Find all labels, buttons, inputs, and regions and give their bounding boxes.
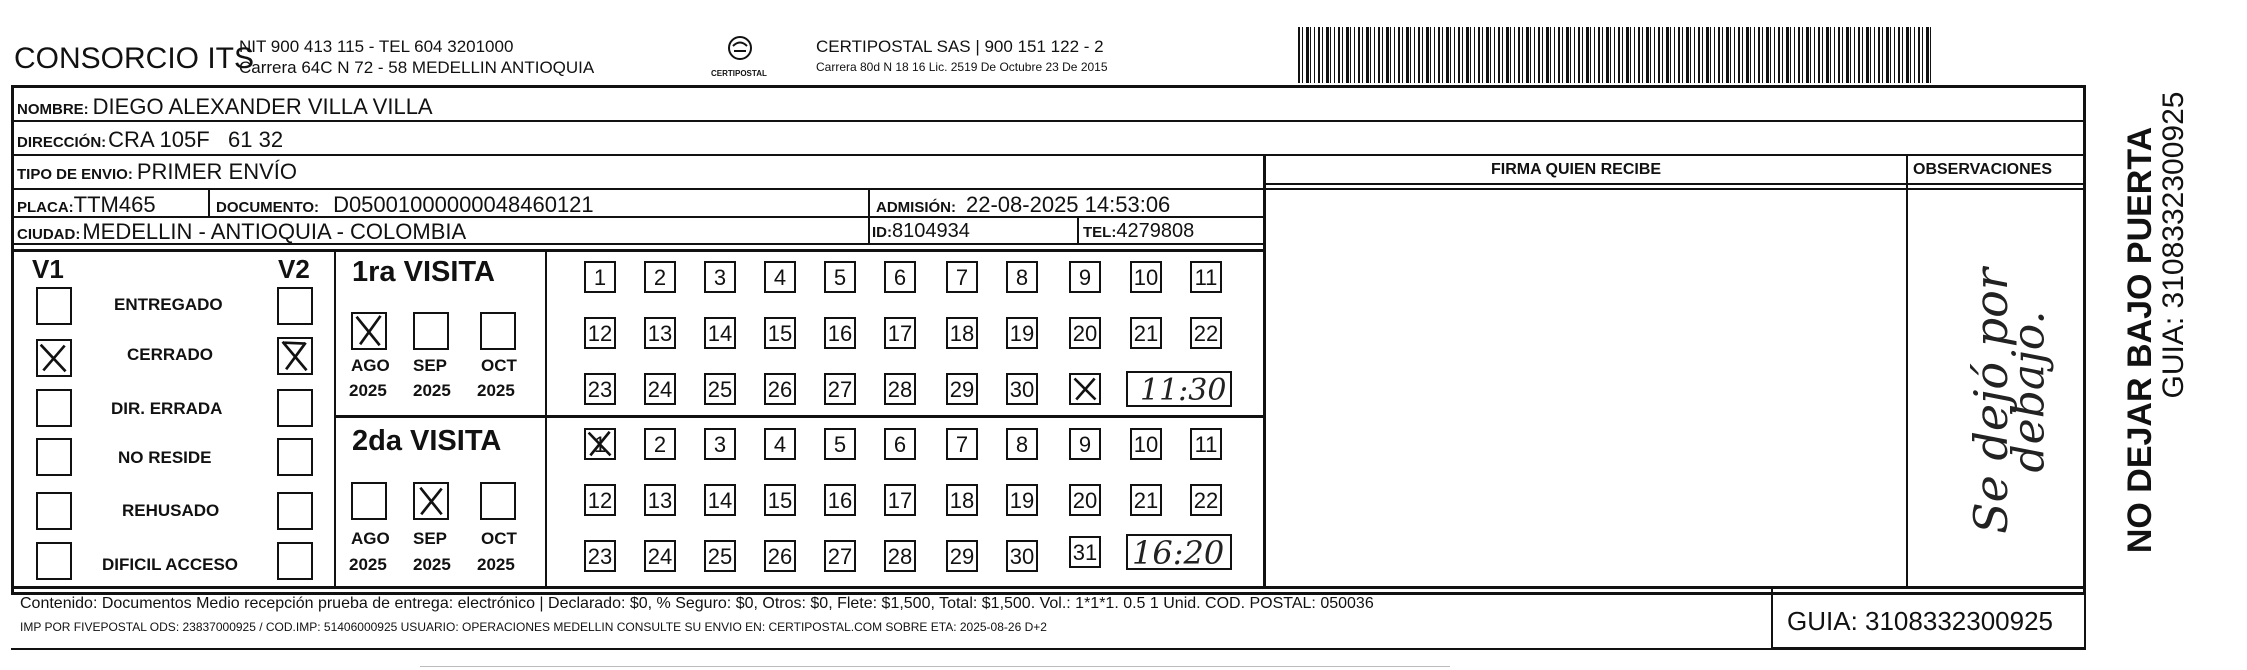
v2-rehusado-checkbox[interactable] xyxy=(277,492,313,530)
visita2-day-box[interactable] xyxy=(824,540,856,572)
visita2-day-number: 21 xyxy=(1133,488,1159,513)
visita1-day-box[interactable] xyxy=(1069,261,1101,293)
admision-value: 22-08-2025 14:53:06 xyxy=(966,192,1171,217)
v1-dificil-checkbox[interactable] xyxy=(36,542,72,580)
visita1-day-number: 28 xyxy=(887,377,913,402)
visita1-day-number: 8 xyxy=(1015,265,1029,290)
visita2-day-box[interactable] xyxy=(1190,428,1222,460)
visita1-sep: SEP xyxy=(413,356,448,375)
visita1-day-number: 19 xyxy=(1009,321,1035,346)
visita2-day-box[interactable] xyxy=(584,540,616,572)
visita2-day-number: 8 xyxy=(1015,432,1029,457)
footer-contenido: Contenido: Documentos Medio recepción prueba de entrega: electrónico | Declarado: $0, % Seguro: $0, Otros: $0, Flete: $1,500, Total: $1,500. Vol.: 1*1*1. 0.5 1 Unid. COD. POSTAL: 050036 xyxy=(20,595,1374,612)
visita2-day-number: 13 xyxy=(647,488,673,513)
visita2-day-number: 10 xyxy=(1133,432,1159,457)
visita1-day-box[interactable] xyxy=(824,373,856,405)
tel-row xyxy=(1083,221,1194,241)
visita2-day-31-box[interactable] xyxy=(1069,536,1101,568)
direccion-value: CRA 105F 61 32 xyxy=(108,127,284,152)
visita1-day-number: 13 xyxy=(647,321,673,346)
visita1-day-number: 27 xyxy=(827,377,853,402)
visita1-oct: OCT xyxy=(481,356,517,375)
observaciones-header: OBSERVACIONES xyxy=(1913,161,2052,178)
visita2-day-box[interactable] xyxy=(764,540,796,572)
visita2-day-box[interactable] xyxy=(1069,428,1101,460)
visita1-day-number: 11 xyxy=(1194,265,1218,290)
visita1-day-box[interactable] xyxy=(1130,261,1162,293)
visita2-day-number: 4 xyxy=(773,432,787,457)
firma-header: FIRMA QUIEN RECIBE xyxy=(1491,161,1662,178)
visita1-day-number: 14 xyxy=(707,321,733,346)
tipo-label: TIPO DE ENVIO: xyxy=(17,166,133,183)
direccion-row xyxy=(17,129,283,151)
visita2-day-number: 24 xyxy=(647,544,673,569)
visita1-day-box[interactable] xyxy=(884,317,916,349)
visita2-oct: OCT xyxy=(481,529,517,548)
x-mark-icon xyxy=(353,314,385,348)
visita1-day-number: 29 xyxy=(949,377,975,402)
visita1-day-number: 10 xyxy=(1133,265,1159,290)
visita1-day-box[interactable] xyxy=(884,261,916,293)
visita1-day-box[interactable] xyxy=(764,261,796,293)
visita1-day-box[interactable] xyxy=(824,261,856,293)
visita2-day-box[interactable] xyxy=(824,484,856,516)
visita1-day-number: 6 xyxy=(893,265,907,290)
documento-value: D05001000000048460121 xyxy=(333,192,594,217)
v1-cerrado-checkbox[interactable] xyxy=(36,339,72,377)
visita2-day-box[interactable] xyxy=(946,428,978,460)
visita1-day-number: 22 xyxy=(1193,321,1219,346)
observaciones-area xyxy=(1912,194,2082,584)
courier-name: CERTIPOSTAL SAS | 900 151 122 - 2 xyxy=(816,37,1104,56)
visita1-day-box[interactable] xyxy=(884,373,916,405)
status-no-reside: NO RESIDE xyxy=(118,448,212,467)
visita2-day-box[interactable] xyxy=(1130,428,1162,460)
visita2-day-box[interactable] xyxy=(704,428,736,460)
visita1-day-box[interactable] xyxy=(704,261,736,293)
visita1-oct-box[interactable] xyxy=(480,312,516,350)
ciudad-value: MEDELLIN - ANTIOQUIA - COLOMBIA xyxy=(82,219,467,244)
visita1-oct-year: 2025 xyxy=(477,381,515,400)
company-address: Carrera 64C N 72 - 58 MEDELLIN ANTIOQUIA xyxy=(239,58,595,77)
visita2-day-box[interactable] xyxy=(1006,540,1038,572)
side-guia: GUIA: 3108332300925 xyxy=(2157,91,2190,399)
visita2-day-number: 6 xyxy=(893,432,907,457)
side-strip xyxy=(2098,85,2190,595)
visita2-day-box[interactable] xyxy=(584,428,616,460)
visita1-time: 11:30 xyxy=(1140,373,1227,408)
visita1-day-number: 3 xyxy=(713,265,727,290)
visita2-day-box[interactable] xyxy=(884,428,916,460)
v1-label: V1 xyxy=(32,254,64,284)
status-dir-errada: DIR. ERRADA xyxy=(111,399,223,418)
visita2-ago-box[interactable] xyxy=(351,482,387,520)
v1-rehusado-checkbox[interactable] xyxy=(36,492,72,530)
visita2-day-box[interactable] xyxy=(1130,484,1162,516)
visita1-day-number: 9 xyxy=(1078,265,1092,290)
visita2-time-box[interactable] xyxy=(1126,534,1232,570)
visita1-day-box[interactable] xyxy=(764,317,796,349)
placa-row xyxy=(17,194,156,216)
visita1-day-box[interactable] xyxy=(1190,317,1222,349)
visita2-day-31: 31 xyxy=(1072,540,1098,565)
id-row xyxy=(872,221,970,241)
x-mark-icon xyxy=(415,484,447,518)
visita1-day-box[interactable] xyxy=(1006,373,1038,405)
status-dificil-acceso: DIFICIL ACCESO xyxy=(102,555,239,574)
visita1-day-box[interactable] xyxy=(644,317,676,349)
visita1-day-box[interactable] xyxy=(644,373,676,405)
visita2-day-number: 20 xyxy=(1072,488,1098,513)
visita1-day-box[interactable] xyxy=(584,373,616,405)
status-cerrado: CERRADO xyxy=(127,345,213,364)
visita2-day-number: 1 xyxy=(593,432,607,457)
x-mark-icon xyxy=(586,430,614,458)
tipo-row xyxy=(17,161,297,183)
visita1-day-box[interactable] xyxy=(704,373,736,405)
visita1-day-number: 23 xyxy=(587,377,613,402)
visita2-day-box[interactable] xyxy=(644,428,676,460)
visita2-day-number: 16 xyxy=(827,488,853,513)
visita1-title: 1ra VISITA xyxy=(352,256,495,288)
certipostal-logo xyxy=(705,33,775,83)
visita2-day-number: 29 xyxy=(949,544,975,569)
v2-entregado-checkbox[interactable] xyxy=(277,287,313,325)
visita2-day-number: 7 xyxy=(955,432,969,457)
visita2-day-number: 12 xyxy=(587,488,613,513)
visita2-day-number: 23 xyxy=(587,544,613,569)
visita1-day-number: 15 xyxy=(767,321,793,346)
id-value: 8104934 xyxy=(892,220,970,242)
visita2-day-number: 28 xyxy=(887,544,913,569)
visita2-day-box[interactable] xyxy=(764,484,796,516)
visita1-day-number: 4 xyxy=(773,265,787,290)
direccion-label: DIRECCIÓN: xyxy=(17,134,107,151)
visita2-day-box[interactable] xyxy=(764,428,796,460)
v2-label: V2 xyxy=(278,254,310,284)
visita1-day-number: 17 xyxy=(887,321,913,346)
footer-imp: IMP POR FIVEPOSTAL ODS: 23837000925 / COD.IMP: 51406000925 USUARIO: OPERACIONES MEDELLIN CONSULTE SU ENVIO EN: CERTIPOSTAL.COM SOBRE ETA: 2025-08-26 D+2 xyxy=(20,620,1047,634)
visita2-day-box[interactable] xyxy=(704,484,736,516)
visita1-day-number: 18 xyxy=(949,321,975,346)
visita2-day-number: 22 xyxy=(1193,488,1219,513)
visita2-day-box[interactable] xyxy=(946,540,978,572)
visita2-day-number: 2 xyxy=(653,432,667,457)
visita2-day-number: 25 xyxy=(707,544,733,569)
visita2-day-box[interactable] xyxy=(1006,484,1038,516)
visita1-day-box[interactable] xyxy=(946,317,978,349)
visita1-day-box[interactable] xyxy=(824,317,856,349)
company-name: CONSORCIO ITS xyxy=(14,42,255,75)
side-warning: NO DEJAR BAJO PUERTA xyxy=(2121,126,2159,554)
visita2-day-number: 26 xyxy=(767,544,793,569)
tel-label: TEL: xyxy=(1083,224,1117,241)
visita1-day-box[interactable] xyxy=(1130,317,1162,349)
visita2-day-box[interactable] xyxy=(1190,484,1222,516)
visita1-day-box[interactable] xyxy=(946,261,978,293)
visita1-sep-year: 2025 xyxy=(413,381,451,400)
status-entregado: ENTREGADO xyxy=(114,295,223,314)
v1-noreside-checkbox[interactable] xyxy=(36,438,72,476)
v2-noreside-checkbox[interactable] xyxy=(277,438,313,476)
visita2-ago-year: 2025 xyxy=(349,555,387,574)
visita2-oct-box[interactable] xyxy=(480,482,516,520)
ciudad-label: CIUDAD: xyxy=(17,226,81,243)
visita2-day-number: 11 xyxy=(1194,432,1218,457)
form-frame xyxy=(11,85,2086,595)
visita2-day-box[interactable] xyxy=(704,540,736,572)
visita2-day-box[interactable] xyxy=(824,428,856,460)
visita1-day-box[interactable] xyxy=(1069,317,1101,349)
visita2-day-box[interactable] xyxy=(884,540,916,572)
visita2-day-number: 14 xyxy=(707,488,733,513)
observaciones-line2: debajo. xyxy=(2003,310,2055,473)
visita2-oct-year: 2025 xyxy=(477,555,515,574)
visita1-sep-box[interactable] xyxy=(413,312,449,350)
id-label: ID: xyxy=(872,224,892,241)
visita1-day-number: 25 xyxy=(707,377,733,402)
visita1-day-number: 1 xyxy=(593,265,607,290)
visita1-day-box[interactable] xyxy=(1006,317,1038,349)
visita2-day-box[interactable] xyxy=(644,540,676,572)
visita1-day-number: 5 xyxy=(833,265,847,290)
visita2-sep: SEP xyxy=(413,529,448,548)
x-mark-icon xyxy=(38,341,70,375)
visita2-day-box[interactable] xyxy=(1006,428,1038,460)
visita2-day-number: 3 xyxy=(713,432,727,457)
visita1-day-box[interactable] xyxy=(1006,261,1038,293)
x-mark-icon xyxy=(279,339,311,373)
visita1-day-box[interactable] xyxy=(764,373,796,405)
placa-value: TTM465 xyxy=(73,192,156,217)
admision-label: ADMISIÓN: xyxy=(876,199,956,216)
visita1-day-number: 24 xyxy=(647,377,673,402)
visita1-time-box[interactable] xyxy=(1126,371,1232,407)
visita2-title: 2da VISITA xyxy=(352,425,502,457)
visita1-day-box[interactable] xyxy=(584,261,616,293)
visita2-day-number: 9 xyxy=(1078,432,1092,457)
footer-guia-box xyxy=(1771,586,2086,649)
visita1-ago: AGO xyxy=(351,356,390,375)
ciudad-row xyxy=(17,221,466,243)
visita1-day-box[interactable] xyxy=(946,373,978,405)
visita2-day-box[interactable] xyxy=(644,484,676,516)
placa-label: PLACA: xyxy=(17,199,74,216)
nombre-value: DIEGO ALEXANDER VILLA VILLA xyxy=(92,94,433,119)
visita1-day-number: 30 xyxy=(1009,377,1035,402)
status-rehusado: REHUSADO xyxy=(122,501,220,520)
documento-label: DOCUMENTO: xyxy=(216,199,320,216)
visita2-day-box[interactable] xyxy=(584,484,616,516)
visita1-day-box[interactable] xyxy=(1190,261,1222,293)
company-nit: NIT 900 413 115 - TEL 604 3201000 xyxy=(239,37,514,56)
visita2-day-box[interactable] xyxy=(884,484,916,516)
visita2-day-number: 15 xyxy=(767,488,793,513)
v1-direrrada-checkbox[interactable] xyxy=(36,389,72,427)
courier-license: Carrera 80d N 18 16 Lic. 2519 De Octubre 23 De 2015 xyxy=(816,60,1108,74)
observaciones-line1: Se dejó por xyxy=(1964,268,2018,534)
footer-guia: GUIA: 3108332300925 xyxy=(1787,606,2053,636)
visita2-time: 16:20 xyxy=(1132,534,1225,572)
v2-dificil-checkbox[interactable] xyxy=(277,542,313,580)
visita1-day-box[interactable] xyxy=(704,317,736,349)
barcode xyxy=(1298,27,1932,83)
visita1-ago-year: 2025 xyxy=(349,381,387,400)
visita2-day-number: 18 xyxy=(949,488,975,513)
visita2-day-number: 5 xyxy=(833,432,847,457)
visita1-day-number: 26 xyxy=(767,377,793,402)
v2-direrrada-checkbox[interactable] xyxy=(277,389,313,427)
visita1-day-number: 20 xyxy=(1072,321,1098,346)
visita1-day-number: 12 xyxy=(587,321,613,346)
visita1-day-number: 21 xyxy=(1133,321,1159,346)
visita1-day-box[interactable] xyxy=(584,317,616,349)
visita2-sep-box[interactable] xyxy=(413,482,449,520)
logo-text: CERTIPOSTAL xyxy=(711,69,767,78)
visita1-day-number: 2 xyxy=(653,265,667,290)
visita1-ago-box[interactable] xyxy=(351,312,387,350)
visita2-day-number: 30 xyxy=(1009,544,1035,569)
visita2-day-box[interactable] xyxy=(946,484,978,516)
x-mark-icon xyxy=(1071,375,1099,403)
visita1-day-number: 16 xyxy=(827,321,853,346)
v1-entregado-checkbox[interactable] xyxy=(36,287,72,325)
visita2-day-number: 27 xyxy=(827,544,853,569)
v2-cerrado-checkbox[interactable] xyxy=(277,337,313,375)
nombre-row xyxy=(17,96,433,118)
admision-row xyxy=(876,194,1170,216)
visita1-day-number: 7 xyxy=(955,265,969,290)
visita2-sep-year: 2025 xyxy=(413,555,451,574)
tel-value: 4279808 xyxy=(1116,220,1195,242)
visita2-day-box[interactable] xyxy=(1069,484,1101,516)
nombre-label: NOMBRE: xyxy=(17,101,89,118)
visita1-day-box[interactable] xyxy=(644,261,676,293)
visita1-day-31-box[interactable] xyxy=(1069,373,1101,405)
visita2-day-number: 19 xyxy=(1009,488,1035,513)
visita2-day-number: 17 xyxy=(887,488,913,513)
tipo-value: PRIMER ENVÍO xyxy=(136,159,297,184)
documento-row xyxy=(216,194,594,216)
visita2-ago: AGO xyxy=(351,529,390,548)
